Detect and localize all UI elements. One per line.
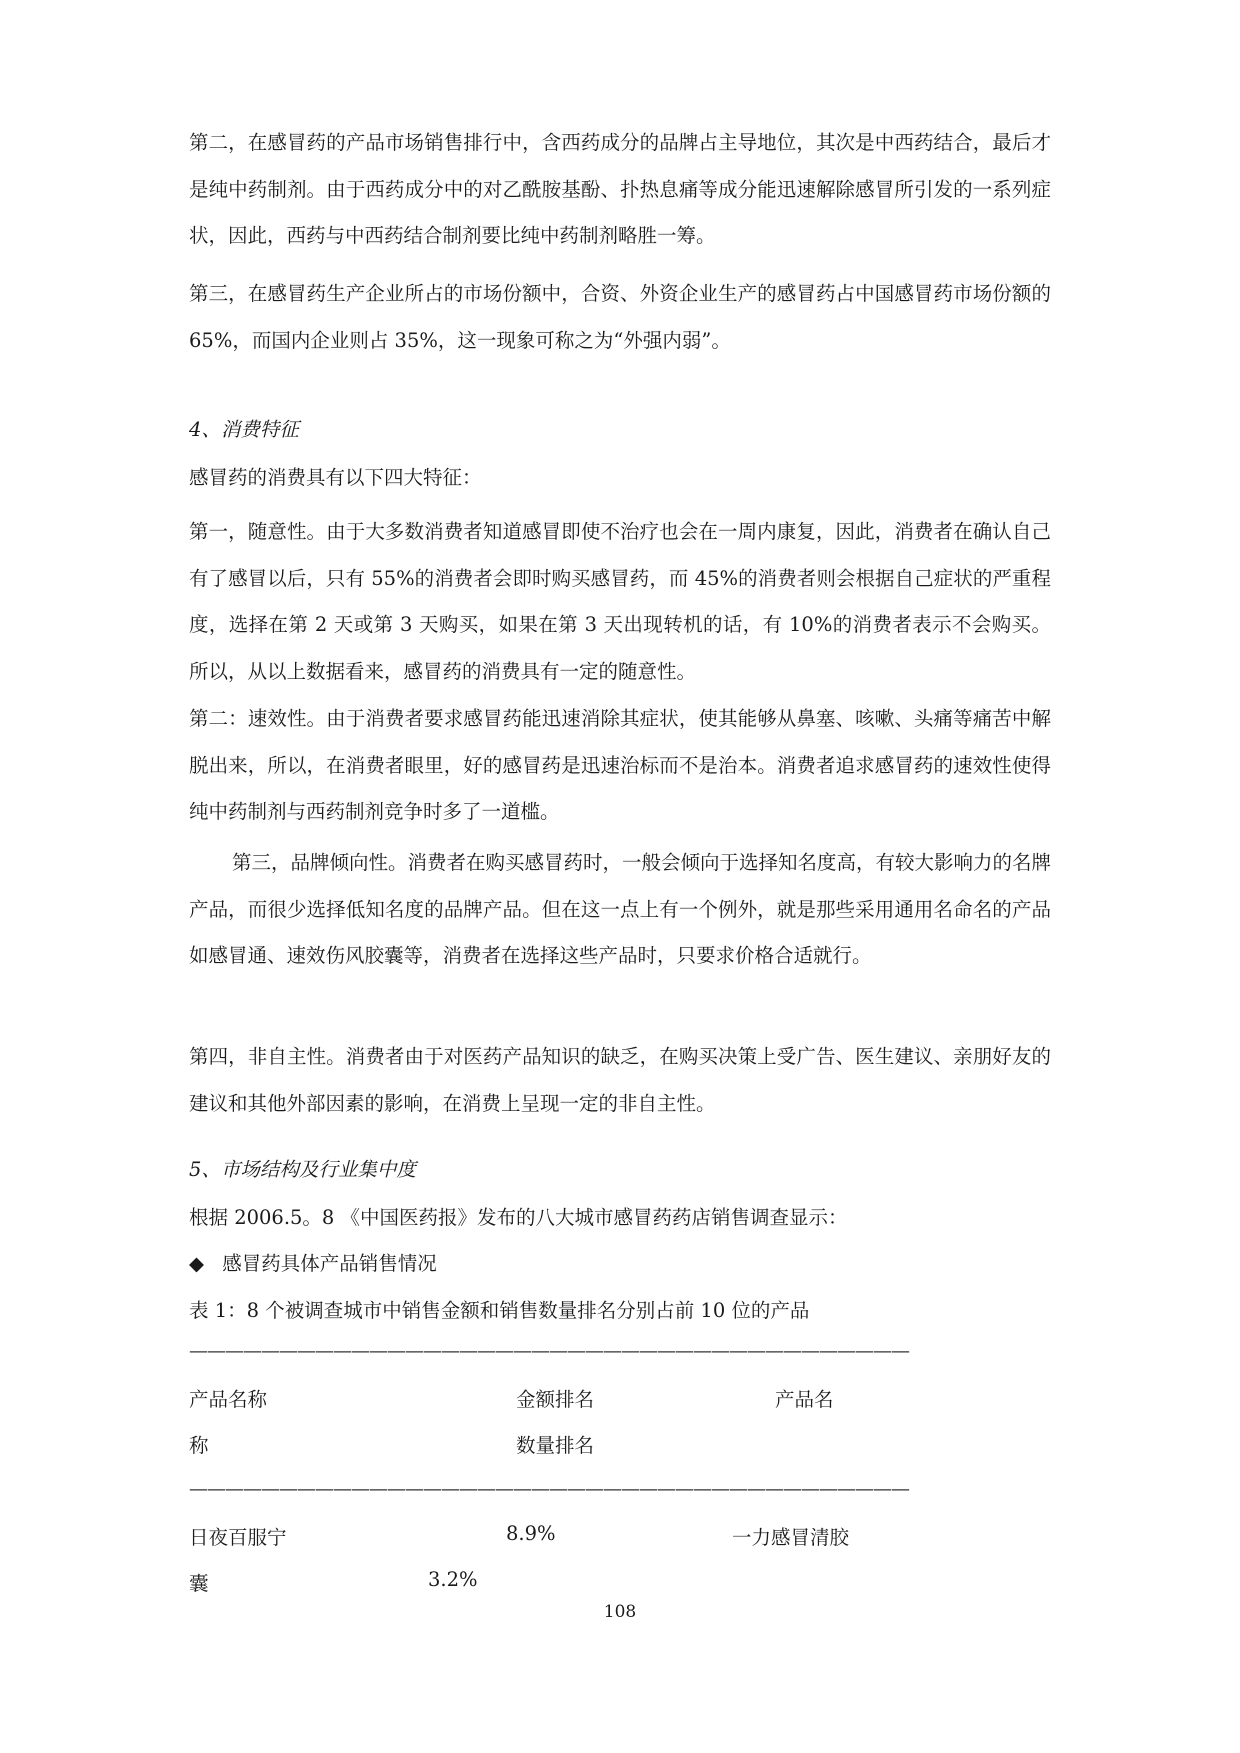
table-caption: 表 1：8 个被调查城市中销售金额和销售数量排名分别占前 10 位的产品 (189, 1299, 810, 1322)
bullet-item (189, 1248, 437, 1276)
table-rule-top: ———————————————————————————————————————— (189, 1340, 909, 1362)
paragraph-western-medicine-dominance: 第二，在感冒药的产品市场销售排行中，含西药成分的品牌占主导地位，其次是中西药结合，最后才是纯中药制剂。由于西药成分中的对乙酰胺基酚、扑热息痛等成分能迅速解除感冒所引发的一系列症状，因此，西药与中西药结合制剂要比纯中药制剂略胜一筹。 (189, 131, 1051, 247)
table-rule-middle: ———————————————————————————————————————— (189, 1478, 909, 1500)
section-heading-consumption: 4、消费特征 (189, 418, 299, 441)
diamond-bullet-icon: ◆ (189, 1252, 204, 1275)
page-number: 108 (603, 1602, 637, 1622)
header-quantity-rank: 数量排名 (516, 1434, 595, 1457)
paragraph-quick-effect: 第二：速效性。由于消费者要求感冒药能迅速消除其症状，使其能够从鼻塞、咳嗽、头痛等痛苦中解脱出来，所以，在消费者眼里，好的感冒药是迅速治标而不是治本。消费者追求感冒药的速效性使得纯中药制剂与西药制剂竞争时多了一道槛。 (189, 707, 1051, 823)
header-product-name-2: 产品名 (775, 1388, 834, 1411)
row1-quantity: 3.2% (428, 1568, 478, 1591)
paragraph-randomness: 第一，随意性。由于大多数消费者知道感冒即使不治疗也会在一周内康复，因此，消费者在确认自己有了感冒以后，只有 55%的消费者会即时购买感冒药，而 45%的消费者则会根据自己症状的严重程度，选择在第 2 天或第 3 天购买，如果在第 3 天出现转机的话，有 10%的消费者表示不会购买。所以，从以上数据看来，感冒药的消费具有一定的随意性。 (189, 520, 1051, 683)
row1-product-name-2: 一力感冒清胶 (732, 1526, 850, 1549)
header-product-name-wrap: 称 (189, 1434, 209, 1457)
paragraph-survey-source: 根据 2006.5。8 《中国医药报》发布的八大城市感冒药药店销售调查显示： (189, 1206, 848, 1229)
paragraph-non-autonomy: 第四，非自主性。消费者由于对医药产品知识的缺乏，在购买决策上受广告、医生建议、亲朋好友的建议和其他外部因素的影响，在消费上呈现一定的非自主性。 (189, 1045, 1051, 1115)
paragraph-four-features: 感冒药的消费具有以下四大特征： (189, 466, 482, 489)
paragraph-brand-tendency: 第三，品牌倾向性。消费者在购买感冒药时，一般会倾向于选择知名度高，有较大影响力的名牌产品，而很少选择低知名度的品牌产品。但在这一点上有一个例外，就是那些采用通用名命名的产品如感冒通、速效伤风胶囊等，消费者在选择这些产品时，只要求价格合适就行。 (189, 851, 1052, 967)
paragraph-market-share: 第三，在感冒药生产企业所占的市场份额中，合资、外资企业生产的感冒药占中国感冒药市场份额的 65%，而国内企业则占 35%，这一现象可称之为“外强内弱”。 (189, 282, 1051, 352)
header-product-name: 产品名称 (189, 1388, 268, 1411)
bullet-text: 感冒药具体产品销售情况 (222, 1252, 437, 1275)
row1-product-name-2-wrap: 囊 (189, 1572, 209, 1595)
row1-product-name: 日夜百服宁 (189, 1526, 287, 1549)
row1-amount: 8.9% (506, 1522, 556, 1545)
header-amount-rank: 金额排名 (516, 1388, 595, 1411)
section-heading-market-structure: 5、市场结构及行业集中度 (189, 1158, 416, 1181)
